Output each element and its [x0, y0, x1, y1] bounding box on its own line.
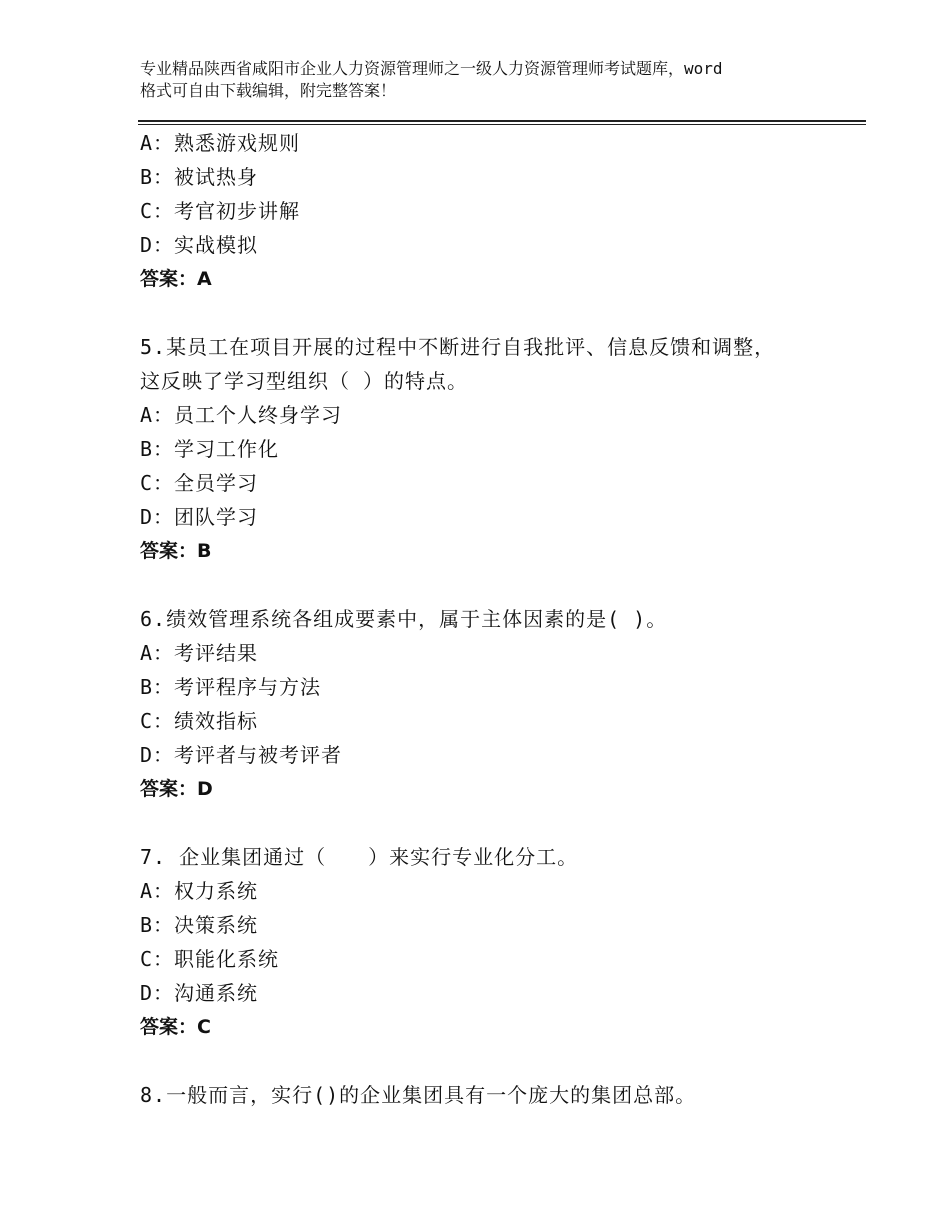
option-b: B：被试热身: [140, 165, 259, 189]
answer-label: 答案：: [140, 540, 198, 562]
option-a: A：员工个人终身学习: [140, 403, 343, 427]
option-d: D：实战模拟: [140, 233, 259, 257]
question-4-tail: [140, 126, 860, 296]
option-a: A：考评结果: [140, 641, 259, 665]
question-stem-line-1: 6.绩效管理系统各组成要素中，属于主体因素的是( )。: [140, 607, 668, 631]
option-a: A：权力系统: [140, 879, 259, 903]
answer-value: B: [197, 540, 212, 562]
option-c: C：考官初步讲解: [140, 199, 301, 223]
option-c: C：绩效指标: [140, 709, 259, 733]
question-stem-line-2: 这反映了学习型组织（ ）的特点。: [140, 369, 469, 393]
option-a: A：熟悉游戏规则: [140, 131, 301, 155]
question-8: [140, 1078, 860, 1112]
answer-value: D: [197, 778, 213, 800]
option-d: D：团队学习: [140, 505, 259, 529]
answer-label: 答案：: [140, 1016, 198, 1038]
answer-line: [140, 772, 860, 806]
header-rule-thin: [138, 124, 866, 125]
question-stem-line-1: 5.某员工在项目开展的过程中不断进行自我批评、信息反馈和调整，: [140, 335, 776, 359]
question-content: [140, 126, 860, 1112]
question-stem-line-1: 8.一般而言，实行()的企业集团具有一个庞大的集团总部。: [140, 1083, 697, 1107]
document-header: [140, 58, 830, 102]
answer-label: 答案：: [140, 268, 198, 290]
answer-label: 答案：: [140, 778, 198, 800]
option-c: C：全员学习: [140, 471, 259, 495]
option-b: B：决策系统: [140, 913, 259, 937]
header-line-2: 格式可自由下载编辑，附完整答案！: [140, 81, 397, 100]
option-d: D：考评者与被考评者: [140, 743, 343, 767]
option-b: B：学习工作化: [140, 437, 280, 461]
question-7: [140, 840, 860, 1044]
option-d: D：沟通系统: [140, 981, 259, 1005]
answer-value: A: [197, 268, 212, 290]
question-5: [140, 330, 860, 568]
header-rule-thick: [138, 120, 866, 122]
answer-line: [140, 1010, 860, 1044]
question-6: [140, 602, 860, 806]
option-c: C：职能化系统: [140, 947, 280, 971]
header-line-1: 专业精品陕西省咸阳市企业人力资源管理师之一级人力资源管理师考试题库，word: [140, 59, 723, 78]
answer-line: [140, 534, 860, 568]
option-b: B：考评程序与方法: [140, 675, 322, 699]
answer-line: [140, 262, 860, 296]
question-stem-line-1: 7. 企业集团通过（ ）来实行专业化分工。: [140, 845, 579, 869]
answer-value: C: [197, 1016, 211, 1038]
